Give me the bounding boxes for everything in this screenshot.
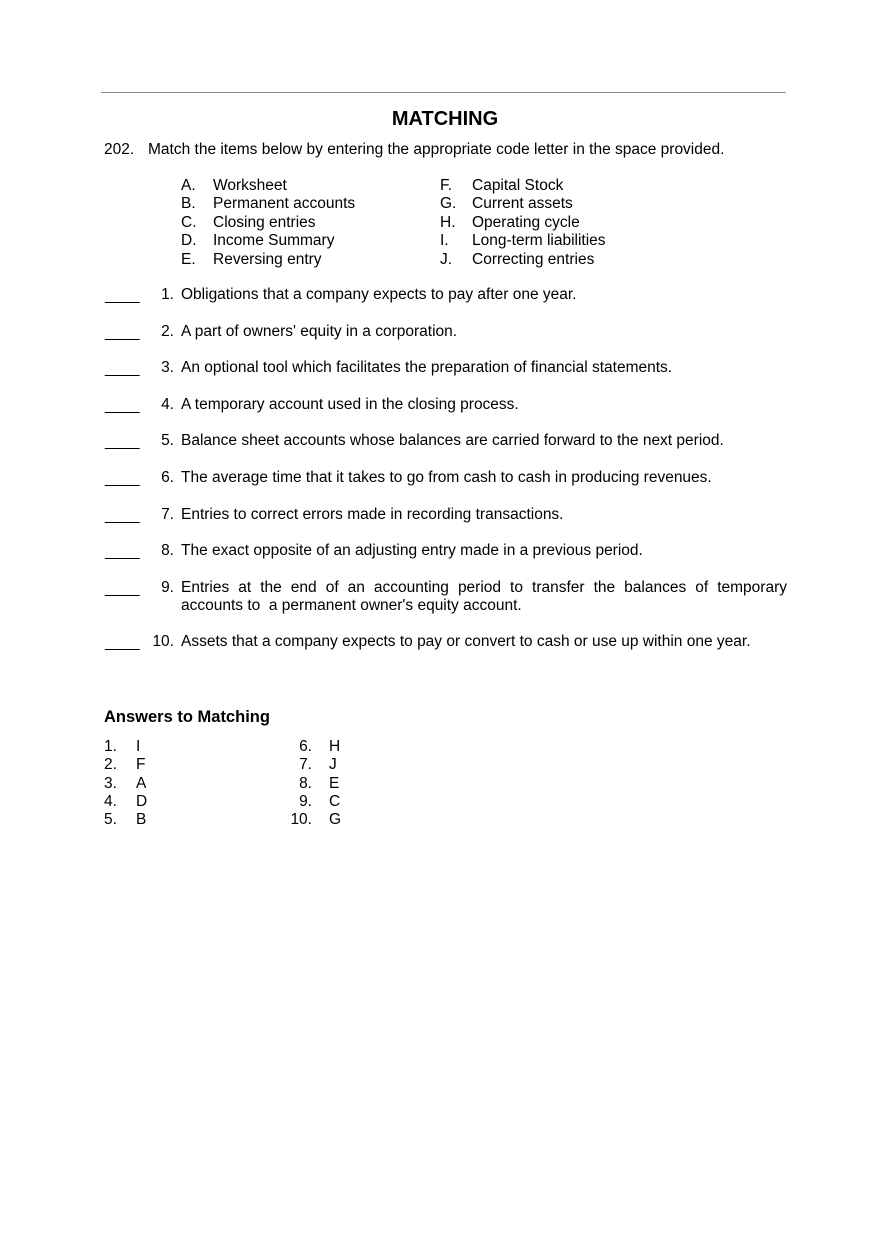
- answer-blank[interactable]: ____: [105, 287, 140, 304]
- answer-item: [104, 793, 184, 811]
- code-item: [181, 214, 355, 232]
- question-text: An optional tool which facilitates the preparation of financial statements.: [181, 359, 673, 377]
- question-item: [104, 506, 788, 543]
- answer-value: F: [136, 756, 146, 774]
- question-text: Assets that a company expects to pay or convert to cash or use up within one year.: [181, 633, 751, 651]
- code-label: Operating cycle: [472, 213, 580, 231]
- answer-item: [280, 756, 360, 774]
- code-item: [440, 232, 606, 250]
- code-item: [440, 214, 606, 232]
- code-item: [440, 195, 606, 213]
- answer-blank[interactable]: ____: [105, 506, 140, 524]
- code-letter: C.: [181, 213, 197, 231]
- instruction-text: Match the items below by entering the appropriate code letter in the space provided.: [148, 141, 725, 158]
- page-title: MATCHING: [391, 108, 499, 130]
- top-rule: [101, 92, 786, 93]
- question-number: 8.: [161, 542, 174, 560]
- question-number: 202.: [104, 141, 135, 158]
- question-number: 3.: [161, 359, 174, 377]
- answer-item: [104, 756, 184, 774]
- code-letter: B.: [181, 195, 196, 213]
- answer-number: 5.: [104, 811, 117, 829]
- question-text-line: Entries at the end of an accounting period to transfer the balances of temporary: [181, 578, 787, 596]
- code-letter: H.: [440, 213, 456, 231]
- instruction: [104, 141, 804, 159]
- code-letter: D.: [181, 232, 197, 250]
- code-label: Long-term liabilities: [472, 232, 606, 250]
- answer-value: B: [136, 811, 147, 829]
- answer-item: [280, 775, 360, 793]
- answer-value: G: [329, 811, 342, 829]
- answer-value: D: [136, 792, 148, 810]
- code-label: Correcting entries: [472, 250, 595, 268]
- code-item: [440, 177, 606, 195]
- code-label: Capital Stock: [472, 177, 564, 194]
- code-item: [181, 251, 355, 269]
- question-text: The exact opposite of an adjusting entry made in a previous period.: [181, 542, 643, 560]
- code-label: Current assets: [472, 195, 573, 213]
- answer-value: C: [329, 792, 341, 810]
- question-number: 2.: [161, 322, 174, 340]
- question-item: [104, 286, 788, 323]
- question-item: [104, 469, 788, 506]
- code-label: Worksheet: [213, 177, 287, 194]
- answer-blank[interactable]: ____: [105, 469, 140, 487]
- answer-item: [280, 738, 360, 756]
- question-text: [181, 579, 787, 615]
- answer-blank[interactable]: ____: [105, 634, 140, 652]
- question-item: [104, 542, 788, 579]
- question-text: The average time that it takes to go from cash to cash in producing revenues.: [181, 468, 712, 486]
- answer-value: I: [136, 738, 141, 755]
- question-number: 7.: [161, 505, 174, 523]
- answer-number: 8.: [299, 774, 312, 792]
- answer-number: 7.: [299, 756, 312, 774]
- code-letter: G.: [440, 195, 457, 213]
- answer-number: 1.: [104, 738, 117, 755]
- question-item: [104, 633, 788, 670]
- code-letter: F.: [440, 177, 453, 194]
- question-number: 10.: [152, 633, 174, 651]
- answer-item: [280, 793, 360, 811]
- question-number: 4.: [161, 395, 174, 413]
- question-item: [104, 579, 788, 634]
- answer-item: [280, 811, 360, 829]
- code-letter: I.: [440, 232, 449, 250]
- answer-value: J: [329, 756, 337, 774]
- answer-list-left: [104, 738, 184, 829]
- question-text: Obligations that a company expects to pay after one year.: [181, 286, 577, 303]
- code-item: [440, 251, 606, 269]
- code-label: Reversing entry: [213, 250, 322, 268]
- question-text-line: accounts to a permanent owner's equity account.: [181, 596, 522, 614]
- question-number: 5.: [161, 432, 174, 450]
- answer-item: [104, 775, 184, 793]
- answer-value: A: [136, 774, 147, 792]
- question-item: [104, 396, 788, 433]
- answer-blank[interactable]: ____: [105, 579, 140, 597]
- answer-blank[interactable]: ____: [105, 360, 140, 378]
- question-item: [104, 432, 788, 469]
- question-item: [104, 323, 788, 360]
- question-text: Entries to correct errors made in recording transactions.: [181, 505, 564, 523]
- code-letter: A.: [181, 177, 196, 194]
- code-letter: E.: [181, 250, 196, 268]
- question-text: A temporary account used in the closing process.: [181, 395, 519, 413]
- answer-blank[interactable]: ____: [105, 323, 140, 341]
- code-item: [181, 177, 355, 195]
- code-label: Permanent accounts: [213, 195, 356, 213]
- answer-blank[interactable]: ____: [105, 543, 140, 561]
- question-list: [104, 286, 788, 670]
- answer-blank[interactable]: ____: [105, 396, 140, 414]
- answer-number: 2.: [104, 756, 117, 774]
- question-text: Balance sheet accounts whose balances are carried forward to the next period.: [181, 432, 724, 450]
- answer-number: 4.: [104, 792, 117, 810]
- code-label: Income Summary: [213, 232, 335, 250]
- code-list-left: [181, 177, 355, 269]
- answer-item: [104, 738, 184, 756]
- question-number: 1.: [161, 286, 174, 303]
- question-item: [104, 359, 788, 396]
- code-list-right: [440, 177, 606, 269]
- answer-value: H: [329, 738, 341, 755]
- answer-number: 9.: [299, 792, 312, 810]
- code-label: Closing entries: [213, 213, 316, 231]
- answer-number: 10.: [290, 811, 312, 829]
- code-letter: J.: [440, 250, 453, 268]
- code-item: [181, 232, 355, 250]
- answer-value: E: [329, 774, 340, 792]
- answer-number: 3.: [104, 774, 117, 792]
- answer-item: [104, 811, 184, 829]
- code-item: [181, 195, 355, 213]
- question-number: 6.: [161, 468, 174, 486]
- answer-list-right: [280, 738, 360, 829]
- answers-heading: Answers to Matching: [104, 708, 270, 726]
- answer-blank[interactable]: ____: [105, 433, 140, 451]
- answer-number: 6.: [299, 738, 312, 755]
- question-text: A part of owners' equity in a corporation.: [181, 322, 458, 340]
- question-number: 9.: [161, 578, 174, 596]
